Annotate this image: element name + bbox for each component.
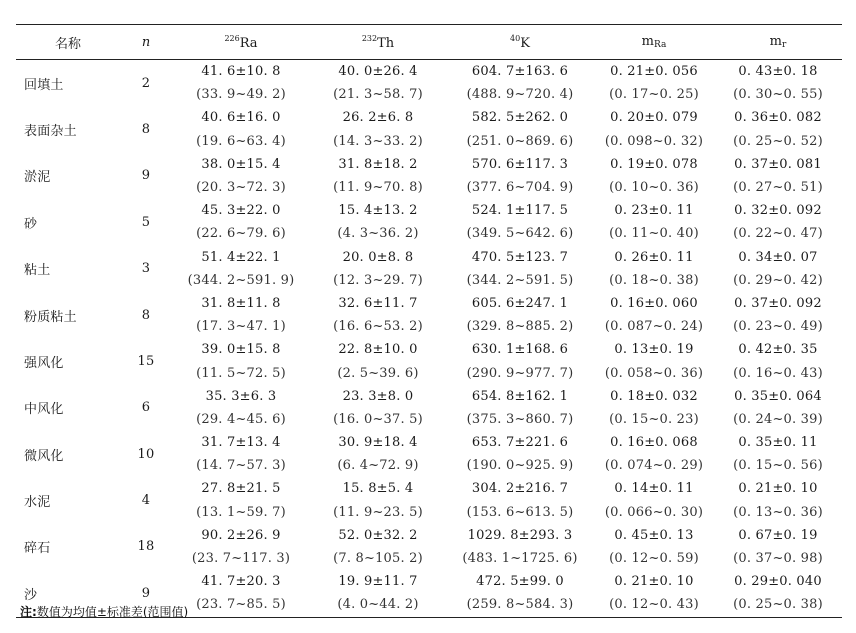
mean-mra: 0. 16±0. 060 [610,295,698,311]
mean-k40: 654. 8±162. 1 [471,388,569,404]
material-name: 淤泥 [24,170,51,186]
range-mra: (0. 098~0. 32) [604,133,704,149]
range-th232: (6. 4~72. 9) [337,458,419,474]
table-row-mean [16,570,842,593]
table-row-mean [16,385,842,408]
range-mra: (0. 087~0. 24) [604,319,704,335]
range-k40: (329. 8~885. 2) [466,319,574,335]
range-k40: (349. 5~642. 6) [466,226,574,242]
range-ra226: (22. 6~79. 6) [196,226,286,242]
header-ra226-symbol: Ra [239,35,258,51]
table-row-mean [16,60,842,84]
range-mra: (0. 12~0. 59) [609,551,699,567]
mean-th232: 22. 8±10. 0 [338,342,418,358]
header-ra226-mass: 226 [224,33,240,43]
range-ra226: (14. 7~57. 3) [196,458,286,474]
range-mr: (0. 37~0. 98) [733,551,823,567]
range-mr: (0. 30~0. 55) [733,87,823,103]
material-name: 表面杂土 [24,124,77,140]
mean-th232: 23. 3±8. 0 [342,388,414,404]
table-footnote [20,603,188,620]
material-name: 碎石 [24,541,51,557]
mean-th232: 15. 8±5. 4 [342,481,414,497]
mean-ra226: 41. 7±20. 3 [201,574,281,590]
sample-count: 10 [137,446,155,462]
range-mr: (0. 22~0. 47) [733,226,823,242]
mean-mr: 0. 35±0. 11 [738,435,818,451]
range-ra226: (17. 3~47. 1) [196,319,286,335]
sample-count: 5 [141,214,151,230]
mean-mra: 0. 20±0. 079 [610,110,698,126]
footnote-label: 注: [20,605,37,619]
range-mr: (0. 25~0. 52) [733,133,823,149]
header-ra226 [172,25,310,60]
mean-mra: 0. 21±0. 056 [610,64,698,80]
mean-ra226: 51. 4±22. 1 [201,249,281,265]
header-mra [594,25,714,60]
sample-count: 18 [137,539,155,555]
material-name: 回填土 [24,77,64,93]
mean-mra: 0. 14±0. 11 [614,481,694,497]
range-mra: (0. 18~0. 38) [609,272,699,288]
range-k40: (251. 0~869. 6) [466,133,574,149]
range-mra: (0. 17~0. 25) [609,87,699,103]
header-mra-symbol: m [641,34,654,49]
mean-th232: 20. 0±8. 8 [342,249,414,265]
range-ra226: (19. 6~63. 4) [196,133,286,149]
range-th232: (16. 0~37. 5) [333,411,423,427]
range-k40: (190. 0~925. 9) [466,458,574,474]
mean-k40: 570. 6±117. 3 [471,156,569,172]
range-mr: (0. 15~0. 56) [733,458,823,474]
mean-mr: 0. 35±0. 064 [734,388,822,404]
mean-k40: 472. 5±99. 0 [476,574,564,590]
mean-k40: 304. 2±216. 7 [471,481,569,497]
mean-k40: 630. 1±168. 6 [471,342,569,358]
range-mr: (0. 16~0. 43) [733,365,823,381]
table-body [16,60,842,618]
range-mr: (0. 25~0. 38) [714,593,842,617]
sample-count: 3 [141,261,151,277]
header-k40-mass: 40 [510,33,521,43]
mean-k40: 653. 7±221. 6 [471,435,569,451]
range-k40: (344. 2~591. 5) [466,272,574,288]
mean-ra226: 31. 8±11. 8 [201,295,281,311]
table-row-mean [16,431,842,454]
sample-count: 15 [137,353,155,369]
sample-count: 8 [141,122,151,138]
material-name: 强风化 [24,355,64,371]
table-row-mean [16,524,842,547]
material-name: 砂 [24,216,38,232]
mean-k40: 524. 1±117. 5 [471,203,569,219]
table-row-mean [16,106,842,129]
mean-k40: 470. 5±123. 7 [471,249,569,265]
mean-mr: 0. 34±0. 07 [738,249,818,265]
range-k40: (375. 3~860. 7) [466,411,574,427]
header-mr-symbol: m [769,34,782,49]
range-mra: (0. 058~0. 36) [604,365,704,381]
mean-th232: 30. 9±18. 4 [338,435,418,451]
table-row-mean [16,246,842,269]
header-mra-subscript: Ra [653,40,667,50]
mean-th232: 52. 0±32. 2 [338,527,418,543]
range-k40: (153. 6~613. 5) [466,504,574,520]
range-ra226: (13. 1~59. 7) [196,504,286,520]
material-name: 沙 [16,570,120,617]
range-th232: (12. 3~29. 7) [333,272,423,288]
material-name: 粉质粘土 [24,309,77,325]
table-row-mean [16,199,842,222]
range-ra226: (11. 5~72. 5) [196,365,286,381]
mean-k40: 605. 6±247. 1 [471,295,569,311]
range-k40: (488. 9~720. 4) [466,87,574,103]
material-name: 微风化 [24,448,64,464]
mean-th232: 26. 2±6. 8 [342,110,414,126]
mean-mra: 0. 16±0. 068 [610,435,698,451]
range-ra226: (29. 4~45. 6) [196,411,286,427]
range-mra: (0. 074~0. 29) [604,458,704,474]
mean-th232: 19. 9±11. 7 [338,574,418,590]
mean-ra226: 40. 6±16. 0 [201,110,281,126]
range-mra: (0. 12~0. 43) [594,593,714,617]
range-th232: (7. 8~105. 2) [333,551,423,567]
range-th232: (11. 9~23. 5) [333,504,423,520]
header-k40 [446,25,594,60]
mean-th232: 32. 6±11. 7 [338,295,418,311]
range-mr: (0. 29~0. 42) [733,272,823,288]
header-name: 名称 [16,25,120,60]
mean-mra: 0. 21±0. 10 [614,574,694,590]
mean-k40: 604. 7±163. 6 [471,64,569,80]
mean-mra: 0. 23±0. 11 [614,203,694,219]
mean-mra: 0. 45±0. 13 [614,527,694,543]
mean-ra226: 41. 6±10. 8 [201,64,281,80]
range-mra: (0. 066~0. 30) [604,504,704,520]
range-ra226: (33. 9~49. 2) [196,87,286,103]
mean-ra226: 35. 3±6. 3 [205,388,277,404]
mean-ra226: 38. 0±15. 4 [201,156,281,172]
mean-k40: 582. 5±262. 0 [471,110,569,126]
mean-ra226: 39. 0±15. 8 [201,342,281,358]
header-th232-mass: 232 [361,33,378,43]
range-th232: (11. 9~70. 8) [333,180,423,196]
range-mr: (0. 24~0. 39) [733,411,823,427]
footnote-text: 数值为均值±标准差(范围值) [36,605,189,619]
sample-count: 6 [141,400,151,416]
mean-mr: 0. 36±0. 082 [734,110,822,126]
material-name: 水泥 [24,495,51,511]
range-th232: (4. 3~36. 2) [337,226,419,242]
mean-mra: 0. 26±0. 11 [614,249,694,265]
mean-mr: 0. 32±0. 092 [734,203,822,219]
range-k40: (290. 9~977. 7) [466,365,574,381]
material-name: 粘土 [24,263,51,279]
mean-mr: 0. 37±0. 092 [734,295,822,311]
radionuclide-table [16,24,842,618]
range-mra: (0. 10~0. 36) [609,180,699,196]
range-k40: (377. 6~704. 9) [466,180,574,196]
mean-ra226: 31. 7±13. 4 [201,435,281,451]
range-th232: (4. 0~44. 2) [310,593,446,617]
header-th232-symbol: Th [377,35,395,51]
range-th232: (2. 5~39. 6) [337,365,419,381]
mean-mr: 0. 42±0. 35 [738,342,818,358]
mean-ra226: 90. 2±26. 9 [201,527,281,543]
mean-mra: 0. 19±0. 078 [610,156,698,172]
range-mr: (0. 23~0. 49) [733,319,823,335]
mean-th232: 31. 8±18. 2 [338,156,418,172]
range-mr: (0. 27~0. 51) [733,180,823,196]
header-k40-symbol: K [520,35,530,51]
header-mr-subscript: r [782,40,787,50]
sample-count: 9 [141,168,151,184]
sample-count: 4 [141,493,151,509]
range-th232: (16. 6~53. 2) [333,319,423,335]
range-k40: (259. 8~584. 3) [446,593,594,617]
range-ra226: (20. 3~72. 3) [196,180,286,196]
sample-count: 8 [141,307,151,323]
range-mra: (0. 11~0. 40) [609,226,699,242]
sample-count: 2 [141,75,151,91]
range-th232: (14. 3~33. 2) [333,133,423,149]
material-name: 中风化 [24,402,64,418]
range-k40: (483. 1~1725. 6) [462,551,578,567]
mean-th232: 15. 4±13. 2 [338,203,418,219]
mean-mra: 0. 18±0. 032 [610,388,698,404]
range-mra: (0. 15~0. 23) [609,411,699,427]
table-row-mean [16,338,842,361]
sample-count: 9 [120,570,172,617]
table-header-row [16,25,842,60]
mean-mr: 0. 21±0. 10 [738,481,818,497]
mean-ra226: 27. 8±21. 5 [201,481,281,497]
table-row-mean [16,477,842,500]
range-th232: (21. 3~58. 7) [333,87,423,103]
mean-mr: 0. 29±0. 040 [734,574,822,590]
range-ra226: (344. 2~591. 9) [187,272,295,288]
range-ra226: (23. 7~117. 3) [191,551,291,567]
radionuclide-table-container [16,24,842,618]
header-th232 [310,25,446,60]
range-ra226: (23. 7~85. 5) [172,593,310,617]
mean-mr: 0. 43±0. 18 [738,64,818,80]
mean-th232: 40. 0±26. 4 [338,64,418,80]
mean-mra: 0. 13±0. 19 [614,342,694,358]
mean-mr: 0. 37±0. 081 [734,156,822,172]
mean-ra226: 45. 3±22. 0 [201,203,281,219]
header-mr [714,25,842,60]
mean-mr: 0. 67±0. 19 [738,527,818,543]
mean-k40: 1029. 8±293. 3 [467,527,573,543]
range-mr: (0. 13~0. 36) [733,504,823,520]
table-row-mean [16,292,842,315]
header-n: n [120,25,172,60]
table-row-mean [16,153,842,176]
